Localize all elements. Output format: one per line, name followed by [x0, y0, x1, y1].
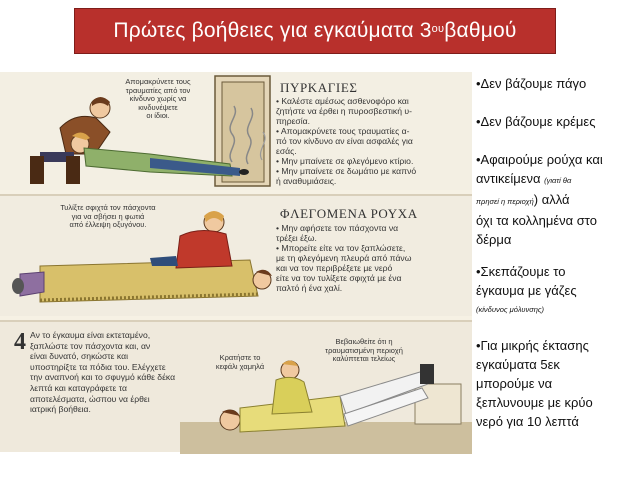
- panel-fires: [0, 72, 472, 190]
- panel2-text: • Μην αφήσετε τον πάσχοντα να τρέξει έξω. • Μπορείτε είτε να τον ξαπλώσετε, με τη φλεγόμενη πλευρά από πάνω και να τον περιβρέξετε με νερό είτε να τον τυλίξετε σφιχτά με ένα παλτό ή ένα χαλί.: [276, 223, 412, 293]
- panel3-caption-cover: Βεβαιωθείτε ότι η τραυματισμένη περιοχή καλύπτεται τελείως: [325, 337, 403, 364]
- bullet-no-creams: •Δεν βάζουμε κρέμες: [476, 114, 596, 129]
- panel-extensive-burn: [0, 320, 472, 452]
- panel2-heading: ΦΛΕΓΟΜΕΝΑ ΡΟΥΧΑ: [280, 206, 418, 221]
- title-end: βαθμού: [444, 19, 517, 42]
- first-aid-illustration: [0, 72, 472, 452]
- panel1-text: • Καλέστε αμέσως ασθενοφόρο και ζητήστε να έρθει η πυροσβεστική υ- πηρεσία. • Απομακρύνετε τους τραυματίες α- πό τον κίνδυνο αν είναι ασφαλές για εσάς. • Μην μπαίνετε σε φλεγόμενο κτίριο. • Μην μπαίνετε σε δωμάτιο με καπνό ή αναθυμιάσεις.: [276, 96, 417, 186]
- panel2-caption: Τυλίξτε σφιχτά τον πάσχοντα για να σβήσει η φωτιά από έλλειψη οξυγόνου.: [60, 203, 156, 230]
- panel3-text: Αν το έγκαυμα είναι εκτεταμένο, ξαπλώστε τον πάσχοντα και, αν είναι δυνατό, σηκώστε και υποστηρίξτε τα πόδια του. Ελέγχετε την αναπνοή και το σφυγμό κάθε δέκα λεπτά και καταγράφετε τα αποτελέσματα, ώσπου να έρθει ιατρική βοήθεια.: [30, 330, 176, 415]
- bullet-no-ice: •Δεν βάζουμε πάγο: [476, 76, 587, 91]
- bullet-cover-gauze: •Σκεπάζουμε το έγκαυμα με γάζες (κίνδυνος μόλυνσης): [476, 264, 577, 314]
- title-main: Πρώτες βοήθειες για εγκαύματα 3: [113, 19, 432, 42]
- step-number: 4: [14, 329, 26, 355]
- bullet-rinse-cold-water: •Για μικρής έκτασης εγκαύματα 5εκ μπορούμε να ξεπλυνουμε με κρύο νερό για 10 λεπτά: [476, 338, 593, 429]
- panel1-caption: Απομακρύνετε τους τραυματίες από τον κίνδυνο χωρίς να κινδυνέψετε οι ίδιοι.: [125, 77, 191, 121]
- bullet-remove-clothes: •Αφαιρούμε ρούχα και αντικείμενα (γιατί θα πρησεί η περιοχή) αλλά όχι τα κολλημένα στο δέρμα: [476, 152, 603, 247]
- panel1-heading: ΠΥΡΚΑΓΙΕΣ: [280, 80, 358, 95]
- title-superscript: ου: [431, 23, 445, 35]
- panel3-caption-head: Κρατήστε το κεφάλι χαμηλά: [215, 353, 265, 371]
- slide-title: [74, 8, 556, 54]
- panel-burning-clothes: [0, 194, 472, 316]
